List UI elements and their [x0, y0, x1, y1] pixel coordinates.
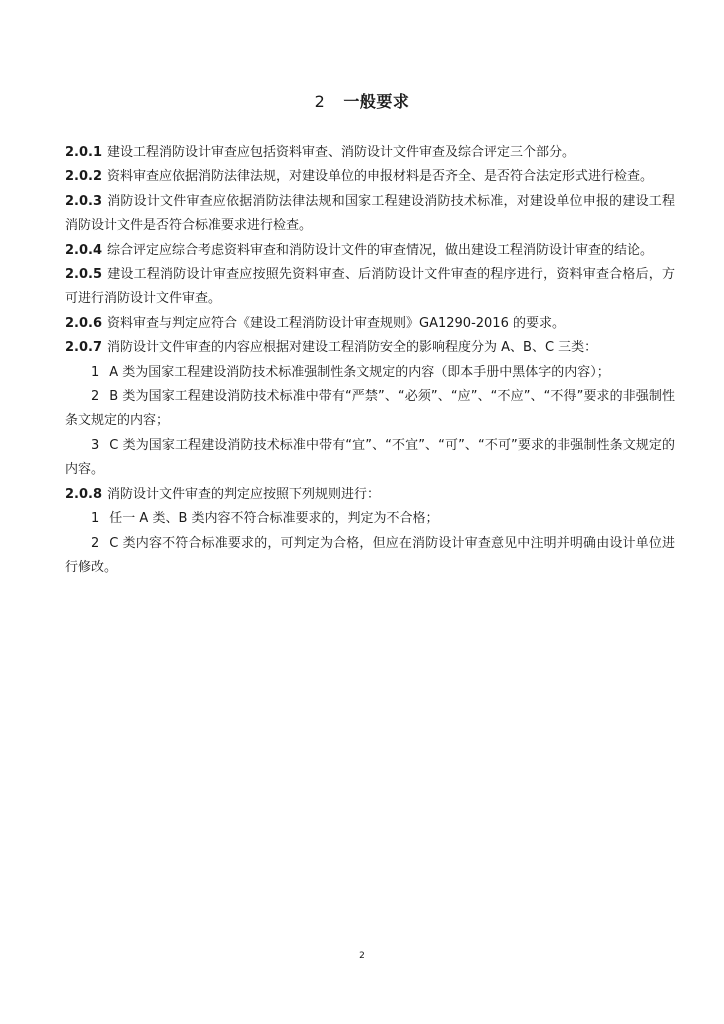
list-item: [65, 385, 675, 434]
clause-id: 2.0.7: [65, 340, 103, 356]
item-number: 1: [91, 364, 100, 380]
clause-text: 资料审查与判定应符合《建设工程消防设计审查规则》GA1290-2016 的要求。: [107, 315, 565, 331]
clause-2-0-2: [65, 165, 675, 189]
clause-2-0-8: [65, 483, 675, 507]
clause-2-0-4: [65, 239, 675, 263]
section-number: 2: [314, 92, 326, 111]
item-number: 1: [91, 511, 100, 527]
clause-id: 2.0.5: [65, 267, 103, 283]
list-item: [65, 361, 675, 385]
section-body: [65, 141, 675, 580]
clause-id: 2.0.6: [65, 315, 103, 331]
clause-id: 2.0.2: [65, 169, 103, 185]
item-number: 2: [91, 535, 100, 551]
list-item: [65, 532, 675, 581]
clause-id: 2.0.8: [65, 486, 103, 502]
clause-id: 2.0.1: [65, 145, 103, 160]
clause-id: 2.0.4: [65, 242, 103, 258]
page-number: 2: [359, 951, 365, 961]
clause-2-0-6: [65, 312, 675, 336]
item-text: B 类为国家工程建设消防技术标准中带有“严禁”、“必须”、“应”、“不应”、“不得”要求的非强制性条文规定的内容；: [65, 389, 675, 429]
list-item: [65, 434, 675, 483]
list-item: [65, 507, 675, 531]
clause-text: 消防设计文件审查的内容应根据对建设工程消防安全的影响程度分为 A、B、C 三类：: [107, 340, 598, 356]
item-text: C 类为国家工程建设消防技术标准中带有“宜”、“不宜”、“可”、“不可”要求的非强制性条文规定的内容。: [65, 437, 675, 478]
clause-2-0-7: [65, 336, 675, 360]
item-text: 任一 A 类、B 类内容不符合标准要求的，判定为不合格；: [109, 511, 439, 527]
clause-text: 消防设计文件审查应依据消防法律法规和国家工程建设消防技术标准，对建设单位申报的建设工程消防设计文件是否符合标准要求进行检查。: [65, 193, 675, 234]
item-text: A 类为国家工程建设消防技术标准强制性条文规定的内容（即本手册中黑体字的内容）；: [109, 364, 610, 380]
item-number: 3: [91, 437, 100, 453]
clause-text: 建设工程消防设计审查应包括资料审查、消防设计文件审查及综合评定三个部分。: [107, 145, 576, 160]
section-title: 一般要求: [343, 92, 410, 111]
section-heading: [0, 91, 724, 113]
clause-id: 2.0.3: [65, 193, 103, 209]
clause-2-0-3: [65, 190, 675, 239]
clause-text: 建设工程消防设计审查应按照先资料审查、后消防设计文件审查的程序进行，资料审查合格后，方可进行消防设计文件审查。: [65, 267, 675, 307]
clause-2-0-1: [65, 141, 675, 165]
clause-text: 综合评定应综合考虑资料审查和消防设计文件的审查情况，做出建设工程消防设计审查的结论。: [107, 242, 654, 258]
clause-2-0-5: [65, 263, 675, 312]
item-number: 2: [91, 389, 100, 405]
clause-text: 消防设计文件审查的判定应按照下列规则进行：: [107, 486, 381, 502]
item-text: C 类内容不符合标准要求的，可判定为合格，但应在消防设计审查意见中注明并明确由设计单位进行修改。: [65, 535, 675, 575]
clause-text: 资料审查应依据消防法律法规，对建设单位的申报材料是否齐全、是否符合法定形式进行检查。: [107, 169, 654, 185]
